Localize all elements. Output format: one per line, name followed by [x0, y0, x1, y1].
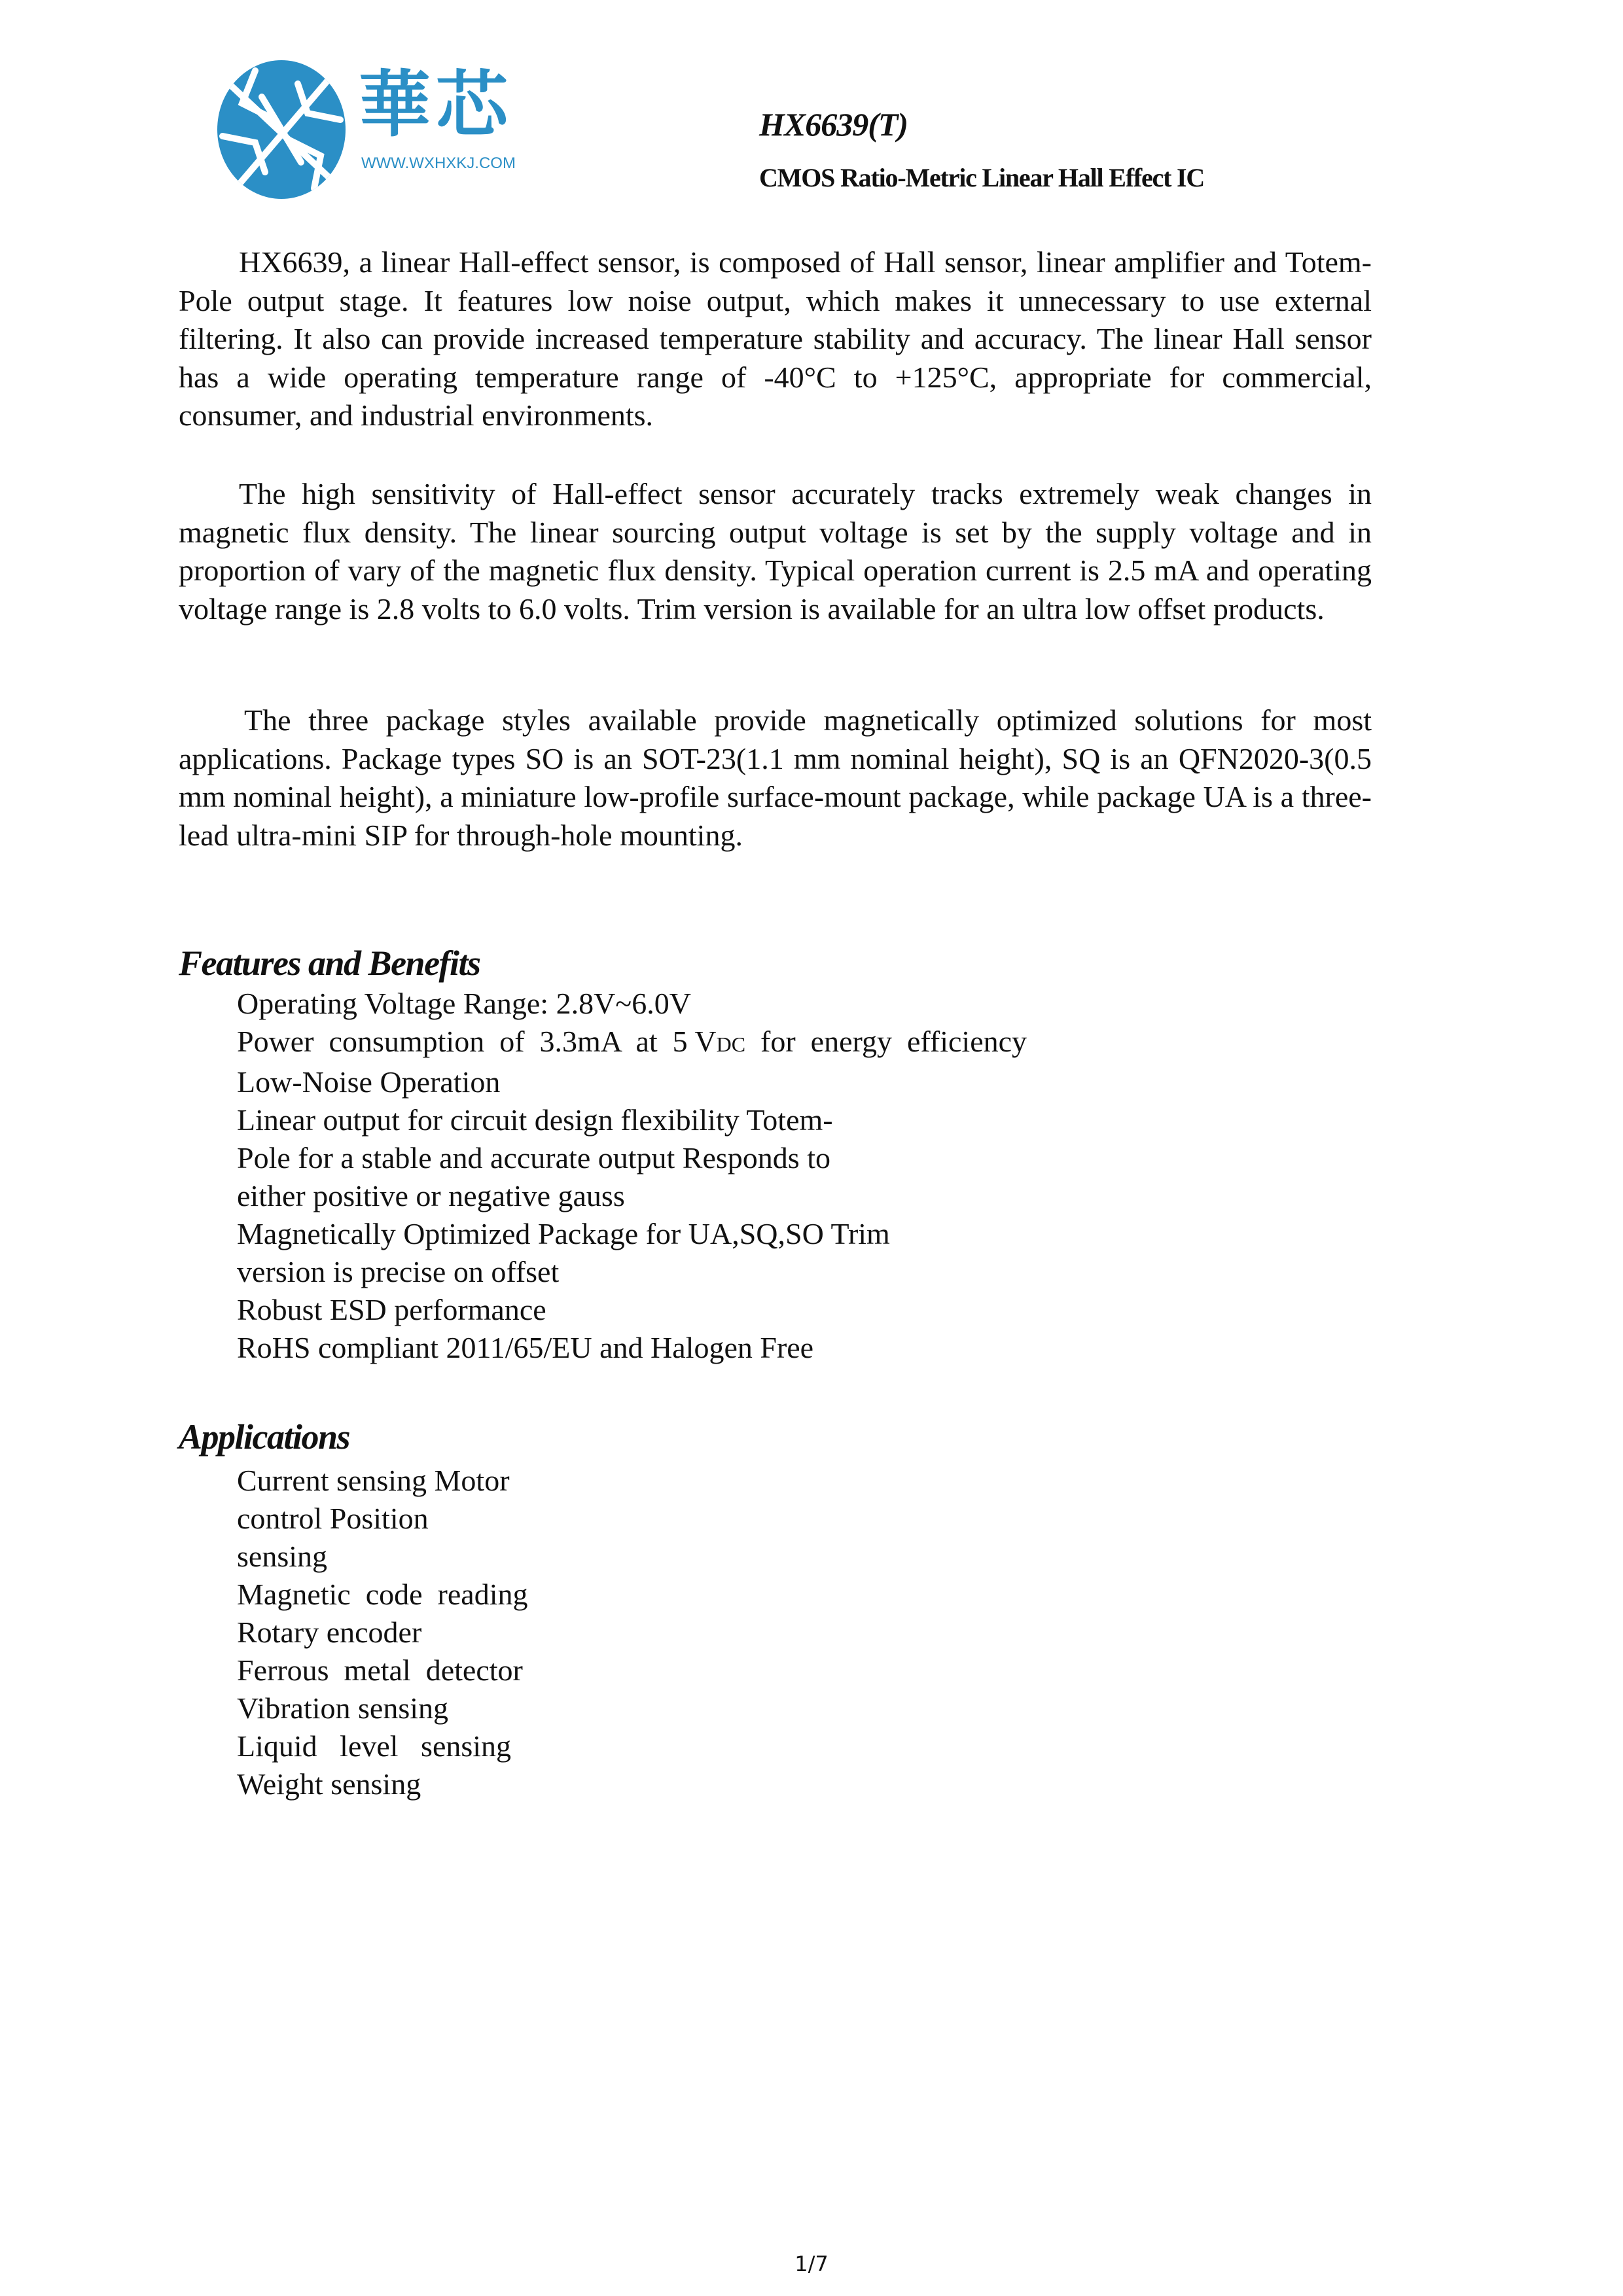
feature-power-unit-dc: DC [716, 1033, 746, 1056]
features-heading: Features and Benefits [179, 944, 480, 983]
feature-power-unit-v: V [694, 1025, 717, 1058]
application-item: control Position [237, 1502, 429, 1535]
sensitivity-paragraph: The high sensitivity of Hall-effect sensor accurately tracks extremely weak changes in magnetic flux density. The linear sourcing output voltage is set by the supply voltage and in proportion of vary of the magnetic flux density. Typical operation current is 2.5 mA and operating voltage range is 2.8 volts to 6.0 volts. Trim version is available for an ultra low offset products. [179, 477, 1372, 626]
feature-item: Magnetically Optimized Package for UA,SQ,SO Trim [237, 1217, 890, 1250]
application-item: Magnetic code reading [237, 1578, 528, 1611]
application-item: Weight sensing [237, 1767, 421, 1801]
feature-item: Robust ESD performance [237, 1293, 546, 1326]
feature-power-text: Power consumption of 3.3mA at 5 [237, 1025, 688, 1058]
package-paragraph: The three package styles available provide magnetically optimized solutions for most applications. Package types SO is an SOT-23(1.1 mm nominal height), SQ is an QFN2020-3(0.5 mm nominal height), a miniature low-profile surface-mount package, while package UA is a three-lead ultra-mini SIP for through-hole mounting. [179, 703, 1372, 852]
feature-item: Low-Noise Operation [237, 1065, 501, 1099]
logo-mark-icon [216, 58, 347, 202]
feature-item: RoHS compliant 2011/65/EU and Halogen Free [237, 1331, 814, 1364]
feature-item: either positive or negative gauss [237, 1179, 625, 1212]
logo-chinese-name: 華芯 [359, 63, 513, 147]
feature-item: Pole for a stable and accurate output Responds to [237, 1141, 830, 1174]
company-logo [216, 58, 530, 208]
document-title: HX6639(T) [759, 106, 908, 143]
feature-power-suffix: for energy efficiency [745, 1025, 1027, 1058]
application-item: sensing [237, 1540, 327, 1573]
application-item: Liquid level sensing [237, 1729, 512, 1763]
applications-list [237, 1462, 527, 1803]
features-list [237, 985, 1027, 1367]
application-item: Vibration sensing [237, 1691, 449, 1725]
intro-paragraph: HX6639, a linear Hall-effect sensor, is composed of Hall sensor, linear amplifier and Totem-Pole output stage. It features low noise output, which makes it unnecessary to use external filtering. It also can provide increased temperature stability and accuracy. The linear Hall sensor has a wide operating temperature range of -40°C to +125°C, appropriate for commercial, consumer, and industrial environments. [179, 245, 1372, 432]
feature-item: Operating Voltage Range: 2.8V~6.0V [237, 987, 691, 1020]
feature-item: Linear output for circuit design flexibility Totem- [237, 1103, 833, 1137]
feature-item-power [237, 1023, 1027, 1063]
application-item: Rotary encoder [237, 1616, 422, 1649]
page-number: 1/7 [794, 2252, 829, 2276]
application-item: Ferrous metal detector [237, 1653, 523, 1687]
feature-item: version is precise on offset [237, 1255, 560, 1288]
applications-heading: Applications [179, 1417, 350, 1457]
document-subtitle: CMOS Ratio-Metric Linear Hall Effect IC [759, 163, 1205, 192]
application-item: Current sensing Motor [237, 1464, 510, 1497]
logo-url: WWW.WXHXKJ.COM [361, 154, 516, 172]
